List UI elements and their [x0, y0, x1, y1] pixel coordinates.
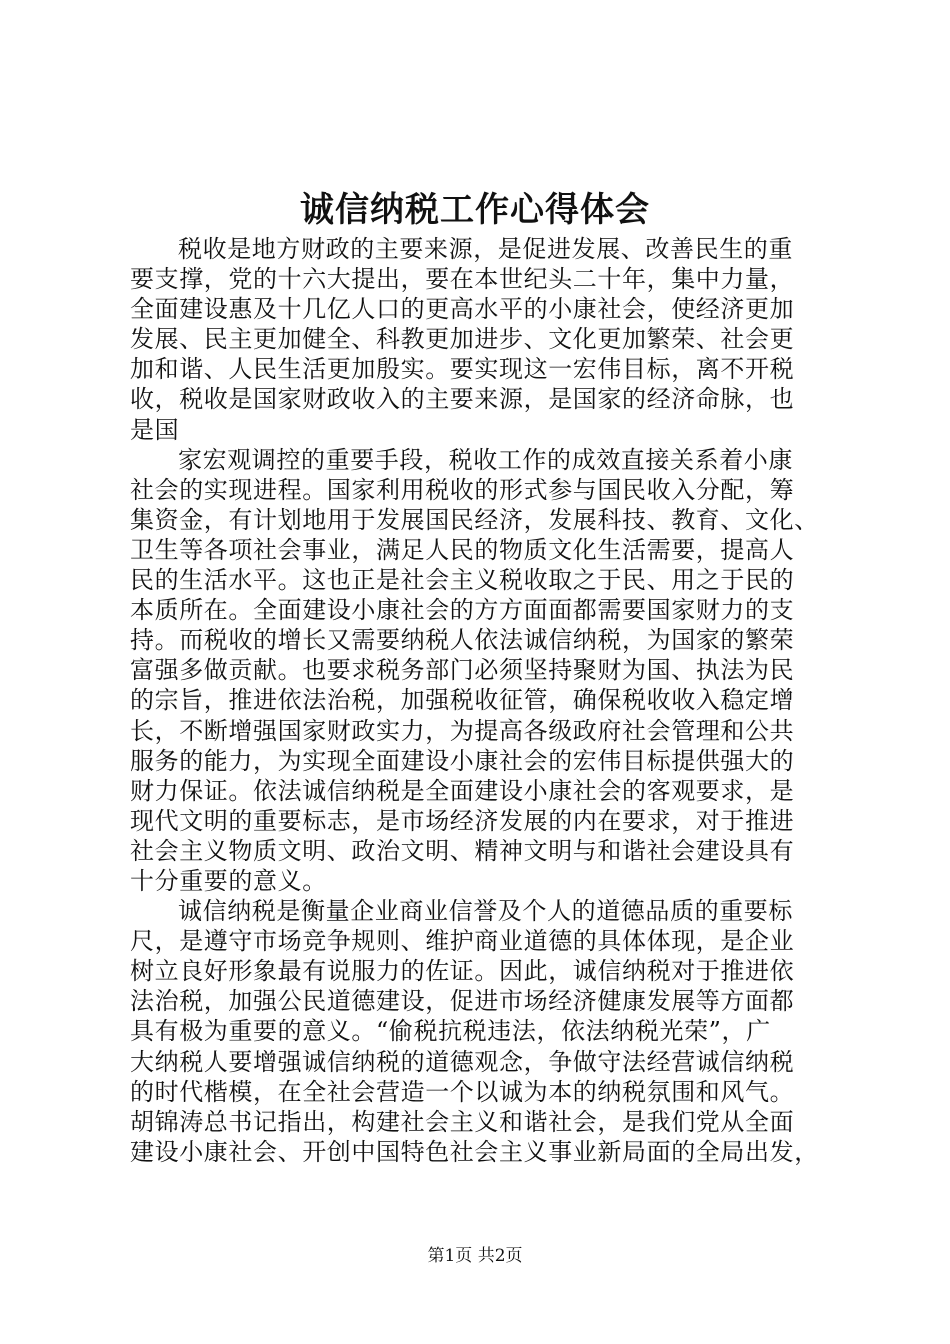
text-line: 现代文明的重要标志，是市场经济发展的内在要求，对于推进 [130, 806, 795, 835]
text-line: 尺，是遵守市场竞争规则、维护商业道德的具体体现，是企业 [130, 927, 795, 956]
text-line: 的宗旨，推进依法治税，加强税收征管，确保税收收入稳定增 [130, 686, 795, 715]
document-body [130, 234, 830, 1167]
text-line: 社会的实现进程。国家利用税收的形式参与国民收入分配，筹 [130, 475, 795, 504]
text-line: 家宏观调控的重要手段，税收工作的成效直接关系着小康 [178, 445, 793, 474]
text-line: 发展、民主更加健全、科教更加进步、文化更加繁荣、社会更 [130, 325, 795, 354]
text-line: 服务的能力，为实现全面建设小康社会的宏伟目标提供强大的 [130, 746, 795, 775]
page-footer: 第1页 共2页 [427, 1246, 523, 1266]
text-line: 持。而税收的增长又需要纳税人依法诚信纳税，为国家的繁荣 [130, 626, 795, 655]
text-line: 富强多做贡献。也要求税务部门必须坚持聚财为国、执法为民 [130, 656, 795, 685]
document-title: 诚信纳税工作心得体会 [300, 190, 650, 230]
text-line: 树立良好形象最有说服力的佐证。因此，诚信纳税对于推进依 [130, 957, 795, 986]
text-line: 卫生等各项社会事业，满足人民的物质文化生活需要，提高人 [130, 535, 795, 564]
text-line: 是国 [130, 415, 180, 444]
text-line: 的时代楷模，在全社会营造一个以诚为本的纳税氛围和风气。 [130, 1077, 795, 1106]
paragraph-2 [130, 445, 830, 896]
text-line: 法治税，加强公民道德建设，促进市场经济健康发展等方面都 [130, 987, 795, 1016]
text-line: 要支撑，党的十六大提出，要在本世纪头二十年，集中力量， [130, 265, 795, 294]
text-line: 民的生活水平。这也正是社会主义税收取之于民、用之于民的 [130, 566, 795, 595]
text-line: 财力保证。依法诚信纳税是全面建设小康社会的客观要求，是 [130, 776, 795, 805]
text-line: 建设小康社会、开创中国特色社会主义事业新局面的全局出发， [130, 1137, 819, 1166]
text-line: 收，税收是国家财政收入的主要来源，是国家的经济命脉，也 [130, 385, 795, 414]
text-line: 诚信纳税是衡量企业商业信誉及个人的道德品质的重要标 [178, 897, 793, 926]
text-line: 十分重要的意义。 [130, 866, 327, 895]
text-line: 大纳税人要增强诚信纳税的道德观念，争做守法经营诚信纳税 [130, 1047, 795, 1076]
text-line: 加和谐、人民生活更加殷实。要实现这一宏伟目标，离不开税 [130, 355, 795, 384]
text-line: 具有极为重要的意义。“偷税抗税违法，依法纳税光荣”，广 [130, 1017, 771, 1046]
paragraph-3 [130, 896, 830, 1167]
text-line: 本质所在。全面建设小康社会的方方面面都需要国家财力的支 [130, 596, 795, 625]
text-line: 全面建设惠及十几亿人口的更高水平的小康社会，使经济更加 [130, 295, 795, 324]
paragraph-1 [130, 234, 830, 445]
text-line: 集资金，有计划地用于发展国民经济，发展科技、教育、文化、 [130, 505, 819, 534]
text-line: 胡锦涛总书记指出，构建社会主义和谐社会，是我们党从全面 [130, 1107, 795, 1136]
text-line: 税收是地方财政的主要来源，是促进发展、改善民生的重 [178, 235, 793, 263]
text-line: 社会主义物质文明、政治文明、精神文明与和谐社会建设具有 [130, 836, 795, 865]
text-line: 长，不断增强国家财政实力，为提高各级政府社会管理和公共 [130, 716, 795, 745]
